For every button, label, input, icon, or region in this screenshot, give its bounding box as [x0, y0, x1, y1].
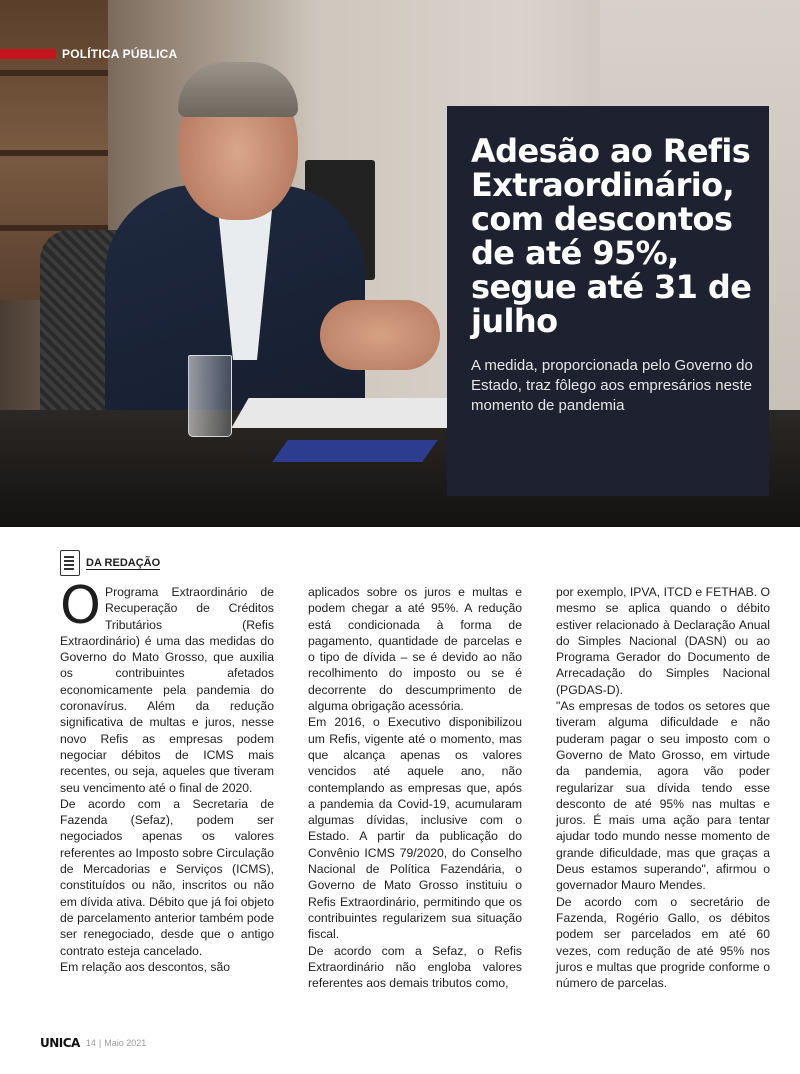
- article-paragraph: Em 2016, o Executivo disponibilizou um Refis, vigente até o momento, mas que alcança apenas os valores vencidos até aquele ano, não contemplando as empresas que, após a pandemia da Covid-19, acumularam algumas dívidas, inclusive com o Estado. A partir da publicação do Convênio ICMS 79/2020, do Conselho Nacional de Política Fazendária, o Governo de Mato Grosso instituiu o Refis Extraordinário, permitindo que os contribuintes regularizem sua situação fiscal.: [308, 715, 522, 942]
- section-tag-label: POLÍTICA PÚBLICA: [62, 47, 178, 61]
- dropcap: O: [60, 576, 101, 636]
- article-paragraph: por exemplo, IPVA, ITCD e FETHAB. O mesmo se aplica quando o débito estiver relacionado à Declaração Anual do Simples Nacional (DASN) ou ao Programa Gerador do Documento de Arrecadação do Simples Nacional (PGDAS-D).: [556, 585, 770, 697]
- headline-title: Adesão ao Refis Extraordinário, com descontos de até 95%, segue até 31 de julho: [471, 132, 752, 340]
- article-paragraph: De acordo com a Sefaz, o Refis Extraordinário não engloba valores referentes aos demais tributos como,: [308, 943, 522, 991]
- article-column-3: [556, 584, 770, 991]
- issue-date: Maio 2021: [104, 1038, 147, 1048]
- article-paragraph: O Programa Extraordinário de Recuperação de Créditos Tributários (Refis Extraordinário) é uma das medidas do Governo do Mato Grosso, que auxilia os contribuintes afetados economicamente pela pandemia do coronavírus. Além da redução significativa de multas e juros, nesse novo Refis as empresas podem negociar débitos de ICMS mais recentes, ou seja, aqueles que tiveram seu vencimento até o final de 2020.: [60, 576, 274, 795]
- section-tag: [0, 46, 177, 62]
- article-paragraph: De acordo com o secretário de Fazenda, Rogério Gallo, os débitos podem ser parcelados em até 60 vezes, com redução de até 95% nos juros e multas que progride conforme o número de parcelas.: [556, 894, 770, 991]
- byline-label: DA REDAÇÃO: [86, 556, 161, 569]
- photo-person-hair: [178, 62, 298, 117]
- section-tag-bar: [0, 49, 56, 59]
- byline: [60, 550, 160, 576]
- headline-subtitle: A medida, proporcionada pelo Governo do Estado, traz fôlego aos empresários neste momento de pandemia: [471, 357, 753, 414]
- article-paragraph: De acordo com a Secretaria de Fazenda (Sefaz), podem ser negociados apenas os valores referentes ao Imposto sobre Circulação de Mercadorias e Serviços (ICMS), constituídos ou não, inscritos ou não em dívida ativa. Débito que já foi objeto de parcelamento anterior também pode ser renegociado, desde que o antigo contrato esteja cancelado.: [60, 796, 274, 958]
- hero-photo: [0, 0, 800, 527]
- article-paragraph: aplicados sobre os juros e multas e podem chegar a até 95%. A redução está condicionada à forma de pagamento, quantidade de parcelas e o tipo de dívida – se é devido ao não recolhimento do imposto ou se é decorrente do descumprimento de alguma obrigação acessória.: [308, 585, 522, 714]
- footer-separator: |: [98, 1038, 102, 1048]
- photo-folder: [272, 440, 437, 462]
- page-footer: [40, 1036, 146, 1050]
- article-column-1: [60, 576, 274, 991]
- article-body: [60, 576, 770, 991]
- article-paragraph: "As empresas de todos os setores que tiveram alguma dificuldade e não puderam pagar o seu imposto com o Governo de Mato Grosso, em virtude da pandemia, agora vão poder regularizar sua dívida tendo esse desconto de até 95% nas multas e juros. É mais uma ação para tentar ajudar todo mundo nesse momento de grande dificuldade, mas que graças a Deus estamos superando", afirmou o governador Mauro Mendes.: [556, 699, 770, 893]
- document-icon: [60, 550, 80, 576]
- headline-box: [447, 106, 769, 496]
- article-paragraph: Em relação aos descontos, são: [60, 959, 231, 974]
- photo-person-hands: [320, 300, 440, 370]
- article-column-2: [308, 584, 522, 991]
- photo-water-glass: [188, 355, 232, 437]
- page-number: 14: [85, 1038, 96, 1048]
- magazine-logo: UNICA: [40, 1036, 80, 1050]
- photo-papers: [231, 398, 468, 428]
